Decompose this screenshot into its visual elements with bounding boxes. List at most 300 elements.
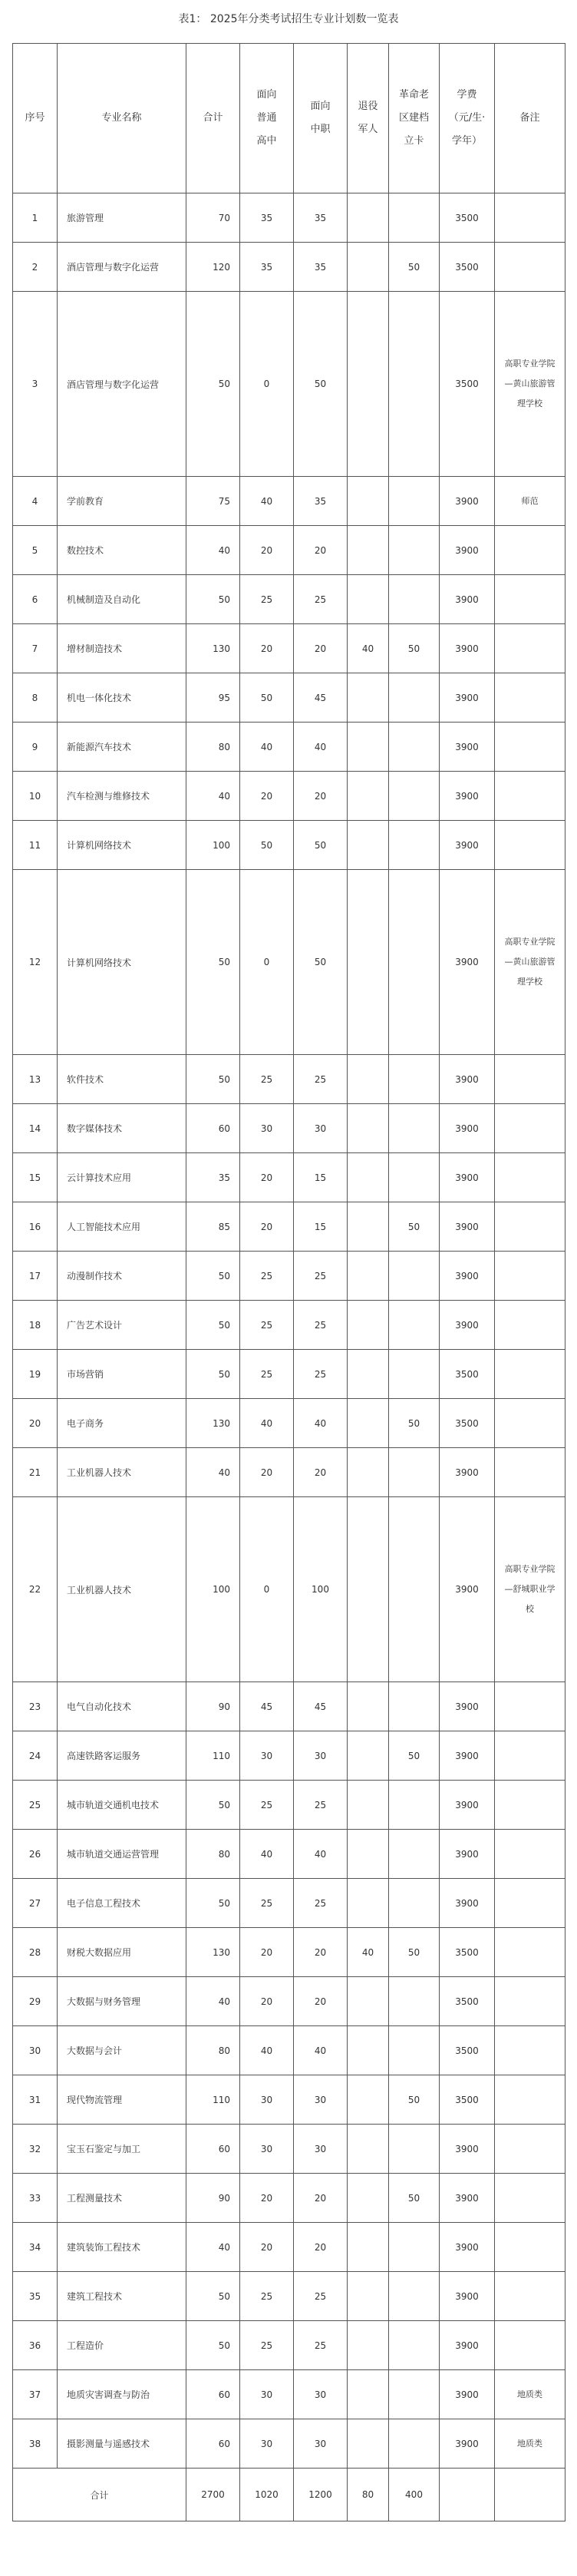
table-row bbox=[13, 2321, 565, 2370]
cell-vocational: 20 bbox=[294, 1448, 348, 1497]
cell-vocational: 25 bbox=[294, 2321, 348, 2370]
cell-major: 工程测量技术 bbox=[58, 2174, 186, 2223]
cell-index: 17 bbox=[13, 1252, 58, 1301]
cell-revolution: 50 bbox=[389, 1731, 440, 1781]
cell-major: 数字媒体技术 bbox=[58, 1104, 186, 1153]
cell-veterans bbox=[348, 1055, 389, 1104]
cell-veterans bbox=[348, 1497, 389, 1682]
cell-vocational: 25 bbox=[294, 1350, 348, 1399]
cell-veterans: 40 bbox=[348, 624, 389, 673]
table-row bbox=[13, 526, 565, 575]
cell-major: 大数据与财务管理 bbox=[58, 1977, 186, 2026]
cell-index: 36 bbox=[13, 2321, 58, 2370]
cell-general: 25 bbox=[240, 1055, 294, 1104]
cell-veterans bbox=[348, 1104, 389, 1153]
cell-remark bbox=[495, 1830, 565, 1879]
cell-general: 30 bbox=[240, 2419, 294, 2469]
cell-remark bbox=[495, 1731, 565, 1781]
cell-remark bbox=[495, 1350, 565, 1399]
cell-veterans bbox=[348, 2370, 389, 2419]
cell-major: 新能源汽车技术 bbox=[58, 723, 186, 772]
cell-tuition: 3900 bbox=[440, 2321, 495, 2370]
cell-veterans bbox=[348, 1731, 389, 1781]
cell-index: 28 bbox=[13, 1928, 58, 1977]
cell-total: 50 bbox=[186, 1301, 240, 1350]
cell-total: 40 bbox=[186, 1977, 240, 2026]
cell-major: 建筑工程技术 bbox=[58, 2272, 186, 2321]
cell-general: 20 bbox=[240, 624, 294, 673]
cell-index: 11 bbox=[13, 821, 58, 870]
cell-general: 30 bbox=[240, 1104, 294, 1153]
cell-general: 20 bbox=[240, 1202, 294, 1252]
cell-general: 45 bbox=[240, 1682, 294, 1731]
cell-total: 50 bbox=[186, 1781, 240, 1830]
cell-veterans bbox=[348, 1153, 389, 1202]
cell-index: 15 bbox=[13, 1153, 58, 1202]
cell-index: 23 bbox=[13, 1682, 58, 1731]
cell-vocational: 20 bbox=[294, 526, 348, 575]
table-row bbox=[13, 1202, 565, 1252]
cell-vocational: 20 bbox=[294, 624, 348, 673]
cell-vocational: 40 bbox=[294, 1399, 348, 1448]
cell-veterans bbox=[348, 2419, 389, 2469]
cell-tuition: 3900 bbox=[440, 723, 495, 772]
cell-revolution bbox=[389, 1350, 440, 1399]
cell-remark bbox=[495, 1104, 565, 1153]
cell-revolution bbox=[389, 1153, 440, 1202]
table-row bbox=[13, 2223, 565, 2272]
cell-remark bbox=[495, 1399, 565, 1448]
cell-revolution bbox=[389, 1497, 440, 1682]
cell-remark bbox=[495, 2125, 565, 2174]
totals-revolution: 400 bbox=[389, 2469, 440, 2521]
cell-veterans bbox=[348, 870, 389, 1055]
cell-remark: 地质类 bbox=[495, 2370, 565, 2419]
cell-total: 90 bbox=[186, 2174, 240, 2223]
cell-tuition: 3500 bbox=[440, 243, 495, 292]
cell-index: 9 bbox=[13, 723, 58, 772]
cell-vocational: 35 bbox=[294, 193, 348, 243]
cell-revolution bbox=[389, 1830, 440, 1879]
cell-major: 软件技术 bbox=[58, 1055, 186, 1104]
cell-remark: 师范 bbox=[495, 477, 565, 526]
table-row bbox=[13, 1497, 565, 1682]
cell-total: 80 bbox=[186, 1830, 240, 1879]
totals-veterans: 80 bbox=[348, 2469, 389, 2521]
cell-major: 市场营销 bbox=[58, 1350, 186, 1399]
cell-revolution: 50 bbox=[389, 1399, 440, 1448]
table-row bbox=[13, 870, 565, 1055]
cell-major: 人工智能技术应用 bbox=[58, 1202, 186, 1252]
cell-total: 40 bbox=[186, 772, 240, 821]
cell-vocational: 35 bbox=[294, 243, 348, 292]
cell-tuition: 3500 bbox=[440, 1977, 495, 2026]
cell-major: 机械制造及自动化 bbox=[58, 575, 186, 624]
cell-total: 110 bbox=[186, 2075, 240, 2125]
table-row bbox=[13, 2125, 565, 2174]
cell-remark bbox=[495, 624, 565, 673]
cell-revolution bbox=[389, 526, 440, 575]
cell-index: 14 bbox=[13, 1104, 58, 1153]
cell-remark bbox=[495, 1202, 565, 1252]
cell-major: 广告艺术设计 bbox=[58, 1301, 186, 1350]
cell-total: 110 bbox=[186, 1731, 240, 1781]
cell-tuition: 3500 bbox=[440, 1928, 495, 1977]
cell-remark bbox=[495, 772, 565, 821]
cell-vocational: 45 bbox=[294, 673, 348, 723]
table-row bbox=[13, 1104, 565, 1153]
cell-vocational: 25 bbox=[294, 1055, 348, 1104]
cell-veterans bbox=[348, 1399, 389, 1448]
cell-index: 30 bbox=[13, 2026, 58, 2075]
cell-total: 75 bbox=[186, 477, 240, 526]
cell-veterans bbox=[348, 2125, 389, 2174]
cell-revolution bbox=[389, 1104, 440, 1153]
cell-index: 2 bbox=[13, 243, 58, 292]
table-title: 表1： 2025年分类考试招生专业计划数一览表 bbox=[178, 13, 399, 25]
cell-veterans bbox=[348, 2026, 389, 2075]
cell-general: 20 bbox=[240, 1153, 294, 1202]
cell-tuition: 3500 bbox=[440, 2075, 495, 2125]
cell-tuition: 3500 bbox=[440, 2026, 495, 2075]
cell-remark bbox=[495, 193, 565, 243]
cell-index: 33 bbox=[13, 2174, 58, 2223]
cell-tuition: 3900 bbox=[440, 1252, 495, 1301]
table-row bbox=[13, 1731, 565, 1781]
cell-tuition: 3900 bbox=[440, 673, 495, 723]
table-row bbox=[13, 1682, 565, 1731]
cell-major: 城市轨道交通运营管理 bbox=[58, 1830, 186, 1879]
cell-tuition: 3900 bbox=[440, 575, 495, 624]
cell-revolution bbox=[389, 193, 440, 243]
cell-remark bbox=[495, 243, 565, 292]
cell-total: 60 bbox=[186, 2370, 240, 2419]
cell-total: 50 bbox=[186, 870, 240, 1055]
cell-total: 50 bbox=[186, 1252, 240, 1301]
cell-total: 60 bbox=[186, 2125, 240, 2174]
cell-total: 70 bbox=[186, 193, 240, 243]
cell-tuition: 3900 bbox=[440, 772, 495, 821]
cell-vocational: 30 bbox=[294, 1731, 348, 1781]
cell-total: 50 bbox=[186, 1055, 240, 1104]
cell-revolution bbox=[389, 2026, 440, 2075]
cell-general: 0 bbox=[240, 1497, 294, 1682]
cell-total: 100 bbox=[186, 821, 240, 870]
cell-revolution bbox=[389, 2125, 440, 2174]
cell-remark bbox=[495, 1055, 565, 1104]
totals-remark bbox=[495, 2469, 565, 2521]
cell-tuition: 3900 bbox=[440, 2370, 495, 2419]
cell-veterans bbox=[348, 2223, 389, 2272]
table-row bbox=[13, 1350, 565, 1399]
cell-index: 32 bbox=[13, 2125, 58, 2174]
table-row bbox=[13, 723, 565, 772]
cell-revolution bbox=[389, 1252, 440, 1301]
cell-tuition: 3900 bbox=[440, 2419, 495, 2469]
cell-remark bbox=[495, 1682, 565, 1731]
cell-total: 80 bbox=[186, 2026, 240, 2075]
cell-index: 10 bbox=[13, 772, 58, 821]
cell-tuition: 3900 bbox=[440, 870, 495, 1055]
cell-tuition: 3900 bbox=[440, 1055, 495, 1104]
cell-revolution bbox=[389, 1977, 440, 2026]
cell-total: 40 bbox=[186, 1448, 240, 1497]
cell-vocational: 30 bbox=[294, 2075, 348, 2125]
cell-veterans bbox=[348, 1977, 389, 2026]
cell-major: 财税大数据应用 bbox=[58, 1928, 186, 1977]
cell-veterans bbox=[348, 1781, 389, 1830]
cell-index: 7 bbox=[13, 624, 58, 673]
cell-remark bbox=[495, 1781, 565, 1830]
cell-major: 学前教育 bbox=[58, 477, 186, 526]
cell-index: 37 bbox=[13, 2370, 58, 2419]
cell-revolution: 50 bbox=[389, 243, 440, 292]
cell-general: 0 bbox=[240, 870, 294, 1055]
cell-veterans bbox=[348, 772, 389, 821]
table-row bbox=[13, 1448, 565, 1497]
cell-tuition: 3900 bbox=[440, 1104, 495, 1153]
cell-index: 3 bbox=[13, 292, 58, 477]
cell-total: 40 bbox=[186, 2223, 240, 2272]
cell-remark bbox=[495, 2223, 565, 2272]
cell-index: 5 bbox=[13, 526, 58, 575]
cell-total: 80 bbox=[186, 723, 240, 772]
cell-tuition: 3900 bbox=[440, 1682, 495, 1731]
table-row bbox=[13, 624, 565, 673]
cell-remark bbox=[495, 723, 565, 772]
cell-index: 38 bbox=[13, 2419, 58, 2469]
cell-remark: 高职专业学院—舒城职业学校 bbox=[495, 1497, 565, 1682]
table-row bbox=[13, 1928, 565, 1977]
cell-vocational: 40 bbox=[294, 1830, 348, 1879]
cell-index: 25 bbox=[13, 1781, 58, 1830]
table-row bbox=[13, 243, 565, 292]
cell-vocational: 40 bbox=[294, 2026, 348, 2075]
cell-major: 计算机网络技术 bbox=[58, 821, 186, 870]
totals-row bbox=[13, 2469, 565, 2521]
cell-revolution bbox=[389, 575, 440, 624]
cell-major: 电子商务 bbox=[58, 1399, 186, 1448]
cell-revolution bbox=[389, 870, 440, 1055]
table-row bbox=[13, 477, 565, 526]
cell-veterans bbox=[348, 1202, 389, 1252]
cell-remark: 高职专业学院—黄山旅游管理学校 bbox=[495, 870, 565, 1055]
table-row bbox=[13, 772, 565, 821]
cell-index: 12 bbox=[13, 870, 58, 1055]
cell-vocational: 30 bbox=[294, 1104, 348, 1153]
totals-tuition bbox=[440, 2469, 495, 2521]
cell-veterans bbox=[348, 2272, 389, 2321]
cell-total: 100 bbox=[186, 1497, 240, 1682]
table-row bbox=[13, 1252, 565, 1301]
cell-general: 30 bbox=[240, 2370, 294, 2419]
cell-veterans bbox=[348, 673, 389, 723]
cell-major: 计算机网络技术 bbox=[58, 870, 186, 1055]
cell-tuition: 3500 bbox=[440, 292, 495, 477]
cell-remark bbox=[495, 526, 565, 575]
cell-vocational: 20 bbox=[294, 2223, 348, 2272]
cell-index: 19 bbox=[13, 1350, 58, 1399]
table-row bbox=[13, 1301, 565, 1350]
table-row bbox=[13, 292, 565, 477]
cell-general: 25 bbox=[240, 1781, 294, 1830]
cell-index: 22 bbox=[13, 1497, 58, 1682]
cell-general: 25 bbox=[240, 1252, 294, 1301]
table-row bbox=[13, 1830, 565, 1879]
cell-total: 130 bbox=[186, 624, 240, 673]
table-row bbox=[13, 673, 565, 723]
cell-revolution: 50 bbox=[389, 1202, 440, 1252]
cell-vocational: 40 bbox=[294, 723, 348, 772]
cell-general: 50 bbox=[240, 673, 294, 723]
cell-index: 35 bbox=[13, 2272, 58, 2321]
cell-remark bbox=[495, 1153, 565, 1202]
header-tuition: 学费（元/生·学年） bbox=[440, 44, 495, 193]
cell-remark bbox=[495, 1252, 565, 1301]
cell-tuition: 3500 bbox=[440, 193, 495, 243]
cell-total: 50 bbox=[186, 2321, 240, 2370]
header-veterans: 退役军人 bbox=[348, 44, 389, 193]
cell-veterans bbox=[348, 821, 389, 870]
cell-index: 18 bbox=[13, 1301, 58, 1350]
cell-revolution: 50 bbox=[389, 2075, 440, 2125]
cell-major: 宝玉石鉴定与加工 bbox=[58, 2125, 186, 2174]
cell-revolution bbox=[389, 2419, 440, 2469]
cell-veterans bbox=[348, 1301, 389, 1350]
cell-veterans bbox=[348, 477, 389, 526]
cell-index: 16 bbox=[13, 1202, 58, 1252]
cell-major: 大数据与会计 bbox=[58, 2026, 186, 2075]
cell-vocational: 30 bbox=[294, 2370, 348, 2419]
cell-total: 50 bbox=[186, 292, 240, 477]
cell-major: 电气自动化技术 bbox=[58, 1682, 186, 1731]
cell-major: 高速铁路客运服务 bbox=[58, 1731, 186, 1781]
cell-vocational: 50 bbox=[294, 292, 348, 477]
cell-veterans bbox=[348, 1252, 389, 1301]
totals-vocational: 1200 bbox=[294, 2469, 348, 2521]
cell-remark bbox=[495, 2026, 565, 2075]
cell-general: 25 bbox=[240, 1879, 294, 1928]
cell-tuition: 3900 bbox=[440, 1830, 495, 1879]
cell-total: 120 bbox=[186, 243, 240, 292]
cell-index: 31 bbox=[13, 2075, 58, 2125]
cell-major: 工程造价 bbox=[58, 2321, 186, 2370]
table-row bbox=[13, 575, 565, 624]
cell-total: 35 bbox=[186, 1153, 240, 1202]
cell-general: 50 bbox=[240, 821, 294, 870]
cell-general: 40 bbox=[240, 2026, 294, 2075]
table-row bbox=[13, 2075, 565, 2125]
cell-revolution bbox=[389, 1301, 440, 1350]
cell-major: 电子信息工程技术 bbox=[58, 1879, 186, 1928]
cell-total: 50 bbox=[186, 1350, 240, 1399]
cell-major: 数控技术 bbox=[58, 526, 186, 575]
cell-revolution bbox=[389, 821, 440, 870]
cell-general: 20 bbox=[240, 772, 294, 821]
header-vocational: 面向中职 bbox=[294, 44, 348, 193]
cell-veterans bbox=[348, 2174, 389, 2223]
table-row bbox=[13, 2419, 565, 2469]
cell-major: 酒店管理与数字化运营 bbox=[58, 292, 186, 477]
header-general: 面向普通高中 bbox=[240, 44, 294, 193]
cell-vocational: 20 bbox=[294, 1928, 348, 1977]
cell-revolution bbox=[389, 1781, 440, 1830]
table-row bbox=[13, 1153, 565, 1202]
cell-total: 85 bbox=[186, 1202, 240, 1252]
cell-general: 30 bbox=[240, 1731, 294, 1781]
cell-remark bbox=[495, 1977, 565, 2026]
cell-vocational: 30 bbox=[294, 2419, 348, 2469]
cell-index: 26 bbox=[13, 1830, 58, 1879]
cell-remark bbox=[495, 1879, 565, 1928]
cell-total: 50 bbox=[186, 1879, 240, 1928]
cell-index: 8 bbox=[13, 673, 58, 723]
cell-revolution bbox=[389, 292, 440, 477]
cell-veterans bbox=[348, 193, 389, 243]
cell-vocational: 100 bbox=[294, 1497, 348, 1682]
header-total: 合计 bbox=[186, 44, 240, 193]
cell-general: 40 bbox=[240, 1830, 294, 1879]
cell-major: 摄影测量与遥感技术 bbox=[58, 2419, 186, 2469]
cell-veterans bbox=[348, 1830, 389, 1879]
cell-veterans bbox=[348, 2321, 389, 2370]
cell-vocational: 25 bbox=[294, 1301, 348, 1350]
cell-revolution bbox=[389, 477, 440, 526]
cell-general: 25 bbox=[240, 2321, 294, 2370]
cell-total: 50 bbox=[186, 2272, 240, 2321]
cell-veterans: 40 bbox=[348, 1928, 389, 1977]
cell-general: 20 bbox=[240, 2223, 294, 2272]
cell-veterans bbox=[348, 292, 389, 477]
cell-veterans bbox=[348, 2075, 389, 2125]
cell-general: 20 bbox=[240, 2174, 294, 2223]
cell-total: 130 bbox=[186, 1928, 240, 1977]
cell-major: 地质灾害调查与防治 bbox=[58, 2370, 186, 2419]
cell-major: 工业机器人技术 bbox=[58, 1497, 186, 1682]
cell-general: 30 bbox=[240, 2125, 294, 2174]
table-row bbox=[13, 1879, 565, 1928]
cell-remark bbox=[495, 1301, 565, 1350]
cell-total: 60 bbox=[186, 2419, 240, 2469]
cell-general: 25 bbox=[240, 1350, 294, 1399]
cell-tuition: 3900 bbox=[440, 624, 495, 673]
table-row bbox=[13, 1055, 565, 1104]
cell-major: 增材制造技术 bbox=[58, 624, 186, 673]
cell-major: 工业机器人技术 bbox=[58, 1448, 186, 1497]
cell-veterans bbox=[348, 526, 389, 575]
cell-general: 40 bbox=[240, 477, 294, 526]
cell-veterans bbox=[348, 1879, 389, 1928]
header-remark: 备注 bbox=[495, 44, 565, 193]
cell-revolution bbox=[389, 1055, 440, 1104]
cell-major: 城市轨道交通机电技术 bbox=[58, 1781, 186, 1830]
cell-major: 建筑装饰工程技术 bbox=[58, 2223, 186, 2272]
cell-remark bbox=[495, 2321, 565, 2370]
cell-tuition: 3900 bbox=[440, 2174, 495, 2223]
cell-total: 50 bbox=[186, 575, 240, 624]
cell-general: 40 bbox=[240, 723, 294, 772]
cell-tuition: 3900 bbox=[440, 2272, 495, 2321]
cell-remark bbox=[495, 575, 565, 624]
cell-tuition: 3900 bbox=[440, 2223, 495, 2272]
cell-tuition: 3900 bbox=[440, 1153, 495, 1202]
cell-tuition: 3900 bbox=[440, 1731, 495, 1781]
cell-vocational: 20 bbox=[294, 2174, 348, 2223]
cell-major: 现代物流管理 bbox=[58, 2075, 186, 2125]
cell-tuition: 3900 bbox=[440, 1879, 495, 1928]
table-row bbox=[13, 1399, 565, 1448]
cell-major: 动漫制作技术 bbox=[58, 1252, 186, 1301]
